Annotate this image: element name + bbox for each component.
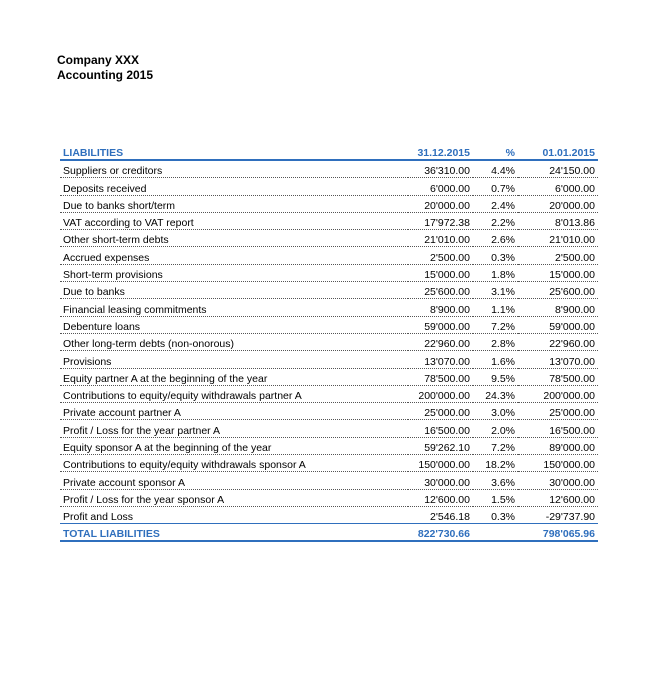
table-row [60,333,598,350]
row-current-value: 13'070.00 [408,351,473,368]
row-label: Due to banks short/term [60,195,408,212]
row-current-value: 17'972.38 [408,212,473,229]
row-current-value: 59'262.10 [408,437,473,454]
row-label: Private account partner A [60,403,408,420]
row-previous-value: 30'000.00 [518,472,598,489]
table-row [60,472,598,489]
row-percent: 1.8% [473,264,518,281]
table-row [60,437,598,454]
row-percent: 0.7% [473,178,518,195]
row-previous-value: 78'500.00 [518,368,598,385]
row-previous-value: 25'600.00 [518,282,598,299]
table-row [60,230,598,247]
table-row [60,368,598,385]
table-row [60,247,598,264]
row-previous-value: 22'960.00 [518,333,598,350]
row-current-value: 25'000.00 [408,403,473,420]
row-percent: 1.1% [473,299,518,316]
document-subtitle: Accounting 2015 [57,68,154,82]
row-previous-value: -29'737.90 [518,506,598,523]
row-percent: 3.1% [473,282,518,299]
row-current-value: 30'000.00 [408,472,473,489]
table-row [60,420,598,437]
row-label: Private account sponsor A [60,472,408,489]
table-row [60,455,598,472]
row-previous-value: 24'150.00 [518,160,598,178]
row-label: Debenture loans [60,316,408,333]
row-label: Contributions to equity/equity withdrawals partner A [60,385,408,402]
row-label: Accrued expenses [60,247,408,264]
column-header-current: 31.12.2015 [408,144,473,160]
row-percent: 4.4% [473,160,518,178]
row-percent: 0.3% [473,247,518,264]
total-label: TOTAL LIABILITIES [60,524,408,542]
row-label: Profit and Loss [60,506,408,523]
row-label: Deposits received [60,178,408,195]
row-current-value: 78'500.00 [408,368,473,385]
row-previous-value: 200'000.00 [518,385,598,402]
liabilities-table [60,144,598,542]
row-current-value: 8'900.00 [408,299,473,316]
document-header [57,53,153,83]
row-current-value: 25'600.00 [408,282,473,299]
row-current-value: 2'546.18 [408,506,473,523]
row-label: Suppliers or creditors [60,160,408,178]
row-previous-value: 8'013.86 [518,212,598,229]
row-percent: 2.0% [473,420,518,437]
row-label: Short-term provisions [60,264,408,281]
row-previous-value: 13'070.00 [518,351,598,368]
total-current-value: 822'730.66 [408,524,473,542]
row-previous-value: 8'900.00 [518,299,598,316]
row-current-value: 6'000.00 [408,178,473,195]
row-label: Contributions to equity/equity withdrawals sponsor A [60,455,408,472]
table-row [60,403,598,420]
row-previous-value: 150'000.00 [518,455,598,472]
row-percent: 24.3% [473,385,518,402]
total-previous-value: 798'065.96 [518,524,598,542]
table-header [60,144,598,160]
table-row [60,160,598,178]
row-current-value: 20'000.00 [408,195,473,212]
row-previous-value: 6'000.00 [518,178,598,195]
row-previous-value: 25'000.00 [518,403,598,420]
total-percent [473,524,518,542]
table-row [60,282,598,299]
row-previous-value: 20'000.00 [518,195,598,212]
row-label: Due to banks [60,282,408,299]
row-label: Profit / Loss for the year sponsor A [60,489,408,506]
row-previous-value: 21'010.00 [518,230,598,247]
row-current-value: 2'500.00 [408,247,473,264]
table-row [60,316,598,333]
row-percent: 2.8% [473,333,518,350]
row-percent: 2.4% [473,195,518,212]
row-percent: 3.6% [473,472,518,489]
row-percent: 1.6% [473,351,518,368]
table-row [60,264,598,281]
row-previous-value: 2'500.00 [518,247,598,264]
row-percent: 18.2% [473,455,518,472]
row-current-value: 150'000.00 [408,455,473,472]
table-row [60,385,598,402]
company-name: Company XXX [57,53,140,67]
row-percent: 7.2% [473,437,518,454]
table-row [60,506,598,523]
row-current-value: 12'600.00 [408,489,473,506]
table-row [60,299,598,316]
row-percent: 7.2% [473,316,518,333]
row-label: Financial leasing commitments [60,299,408,316]
row-percent: 1.5% [473,489,518,506]
row-previous-value: 16'500.00 [518,420,598,437]
row-percent: 3.0% [473,403,518,420]
row-label: Other long-term debts (non-onorous) [60,333,408,350]
table-row [60,178,598,195]
table-row [60,351,598,368]
row-current-value: 15'000.00 [408,264,473,281]
total-row [60,524,598,542]
row-percent: 9.5% [473,368,518,385]
header-row [60,144,598,160]
row-previous-value: 89'000.00 [518,437,598,454]
row-label: Other short-term debts [60,230,408,247]
row-current-value: 59'000.00 [408,316,473,333]
row-current-value: 22'960.00 [408,333,473,350]
table-body [60,160,598,541]
row-percent: 2.6% [473,230,518,247]
row-current-value: 200'000.00 [408,385,473,402]
row-previous-value: 59'000.00 [518,316,598,333]
row-label: Equity partner A at the beginning of the year [60,368,408,385]
row-label: Equity sponsor A at the beginning of the year [60,437,408,454]
row-current-value: 21'010.00 [408,230,473,247]
column-header-previous: 01.01.2015 [518,144,598,160]
table-row [60,212,598,229]
table-row [60,195,598,212]
row-previous-value: 12'600.00 [518,489,598,506]
column-header-liabilities: LIABILITIES [60,144,408,160]
row-current-value: 16'500.00 [408,420,473,437]
row-percent: 2.2% [473,212,518,229]
row-current-value: 36'310.00 [408,160,473,178]
row-previous-value: 15'000.00 [518,264,598,281]
row-label: Provisions [60,351,408,368]
row-label: Profit / Loss for the year partner A [60,420,408,437]
column-header-percent: % [473,144,518,160]
table-row [60,489,598,506]
row-percent: 0.3% [473,506,518,523]
row-label: VAT according to VAT report [60,212,408,229]
